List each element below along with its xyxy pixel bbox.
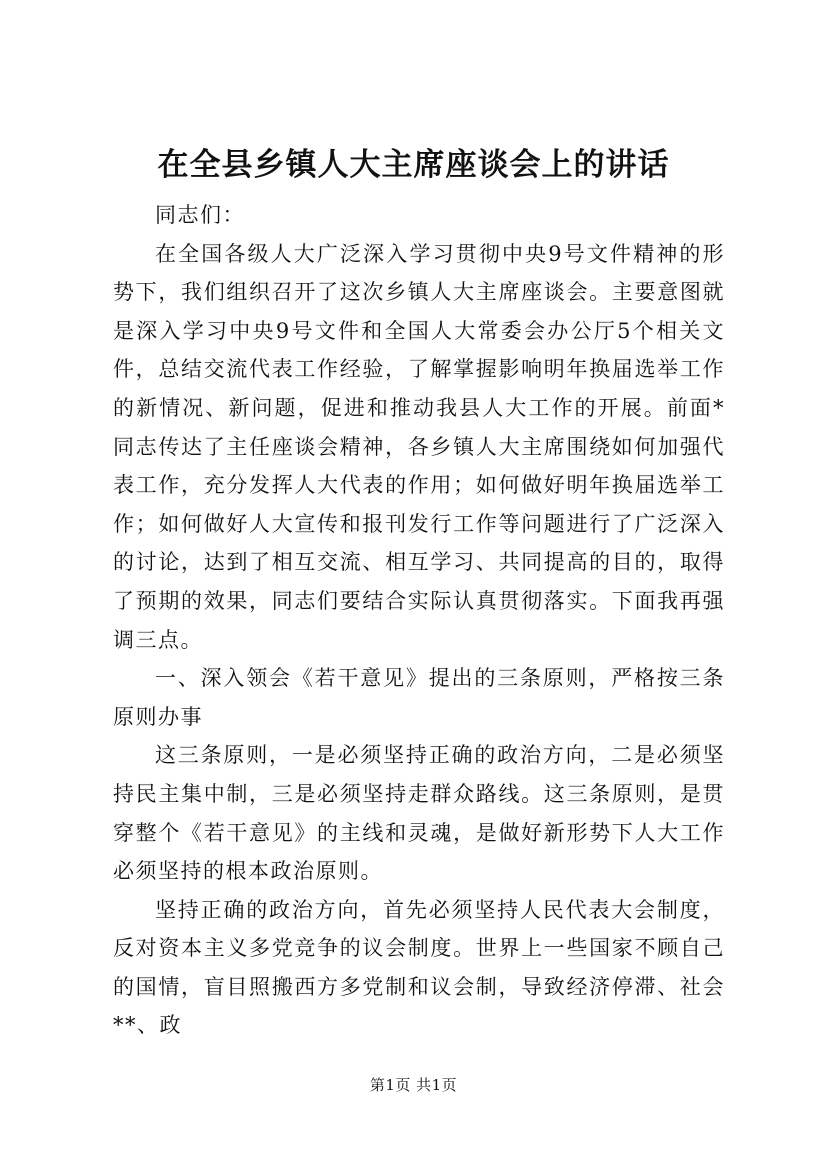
page-footer: 第1页 共1页 (369, 1076, 458, 1094)
body-paragraph: 这三条原则，一是必须坚持正确的政治方向，二是必须坚持民主集中制，三是必须坚持走群众路线。这三条原则，是贯穿整个《若干意见》的主线和灵魂，是做好新形势下人大工作必须坚持的根本政治原则。 (113, 743, 725, 884)
body-paragraph: 坚持正确的政治方向，首先必须坚持人民代表大会制度，反对资本主义多党竞争的议会制度。世界上一些国家不顾自己的国情，盲目照搬西方多党制和议会制，导致经济停滞、社会**、政 (113, 897, 725, 1038)
document-body (113, 196, 725, 1045)
intro-paragraph: 在全国各级人大广泛深入学习贯彻中央9号文件精神的形势下，我们组织召开了这次乡镇人大主席座谈会。主要意图就是深入学习中央9号文件和全国人大常委会办公厅5个相关文件，总结交流代表工作经验，了解掌握影响明年换届选举工作的新情况、新问题，促进和推动我县人大工作的开展。前面*同志传达了主任座谈会精神，各乡镇人大主席围绕如何加强代表工作，充分发挥人大代表的作用；如何做好明年换届选举工作；如何做好人大宣传和报刊发行工作等问题进行了广泛深入的讨论，达到了相互交流、相互学习、共同提高的目的，取得了预期的效果，同志们要结合实际认真贯彻落实。下面我再强调三点。 (113, 241, 725, 652)
document-title: 在全县乡镇人大主席座谈会上的讲话 (157, 147, 670, 183)
section-heading-1: 一、深入领会《若干意见》提出的三条原则，严格按三条原则办事 (113, 666, 725, 729)
salutation-paragraph: 同志们： (155, 203, 245, 227)
